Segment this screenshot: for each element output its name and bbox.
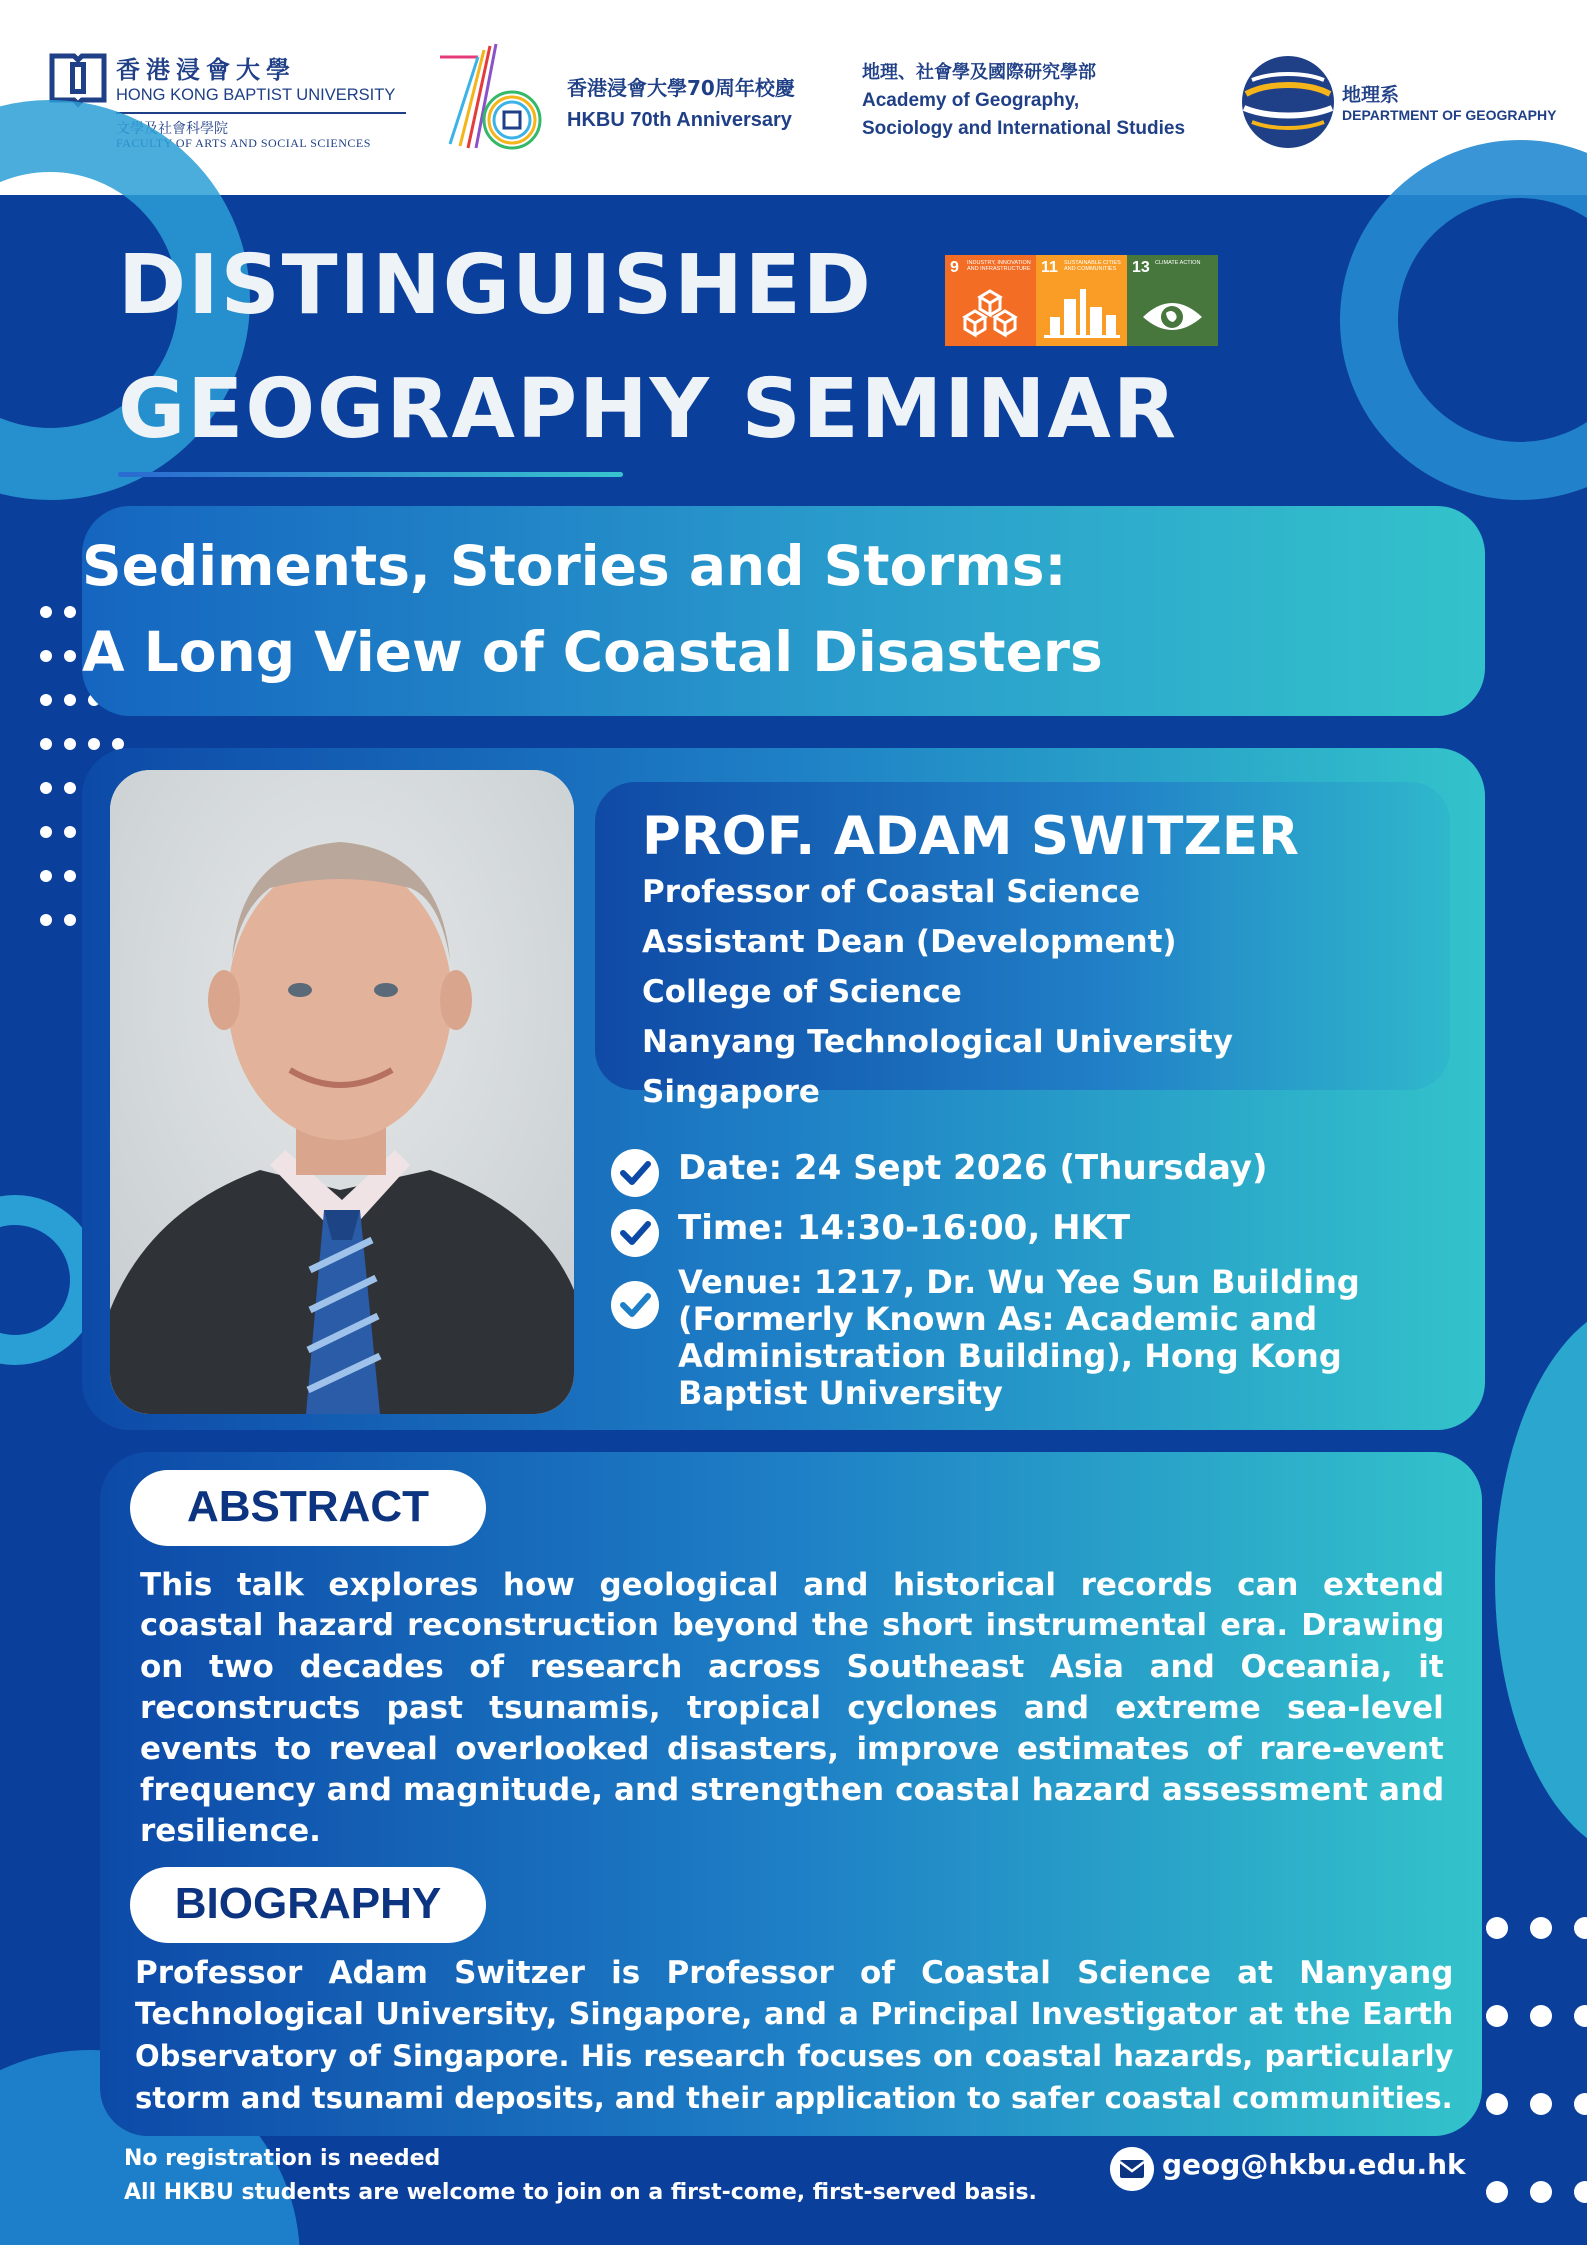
decor-dot [1530,1917,1552,1939]
biography-line: Professor Adam Switzer is Professor of Coastal Science at Nanyang [135,1955,1454,1991]
decor-dot-grid-right [1486,1917,1587,2203]
check-circle-icon [610,1208,660,1258]
talk-title-line1: Sediments, Stories and Storms: [82,534,1067,598]
department-label [1342,80,1556,123]
decor-dot [1574,1917,1587,1939]
decor-dot [40,694,52,706]
sdg-number: 9 [950,259,959,276]
check-circle-icon [610,1148,660,1198]
speaker-name: PROF. ADAM SWITZER [642,806,1299,867]
decor-dot [40,606,52,618]
sdg-label: SUSTAINABLE CITIES AND COMMUNITIES [1064,260,1121,272]
hkbu-divider [116,112,406,114]
abstract-line: reconstructs past tsunamis, tropical cyclones and extreme sea-level [140,1690,1444,1726]
event-venue-line: Baptist University [678,1374,1003,1412]
anniversary-label [567,72,795,132]
academy-english-line1: Academy of Geography, [862,90,1080,111]
hkbu-name-english: HONG KONG BAPTIST UNIVERSITY [116,86,396,104]
event-venue-line: (Formerly Known As: Academic and [678,1300,1318,1338]
decor-dot [1486,2181,1508,2203]
event-venue-line: Venue: 1217, Dr. Wu Yee Sun Building [678,1263,1360,1301]
speaker-role: College of Science [642,974,962,1010]
sdg-badge-13 [1127,255,1218,346]
sdg-number: 11 [1041,259,1058,276]
sdg-badge-11 [1036,255,1127,346]
hkbu-name-chinese: 香港浸會大學 [116,55,296,84]
decor-dot [1486,1917,1508,1939]
academy-chinese: 地理、社會學及國際研究學部 [862,62,1096,83]
department-english: DEPARTMENT OF GEOGRAPHY [1342,107,1557,123]
decor-dot [1574,2181,1587,2203]
abstract-heading-pill [130,1470,486,1546]
registration-note: No registration is needed [124,2146,441,2171]
biography-heading-pill [130,1867,486,1943]
faculty-name-chinese: 文學及社會科學院 [116,121,228,137]
sdg-badge-9 [945,255,1036,346]
seminar-title-line1: DISTINGUISHED [118,238,873,333]
faculty-name-english: FACULTY OF ARTS AND SOCIAL SCIENCES [116,136,371,150]
decor-dot [64,650,76,662]
decor-dot [64,826,76,838]
decor-dot [64,782,76,794]
decor-dot [40,826,52,838]
decor-dot [1486,2005,1508,2027]
check-circle-icon [610,1280,660,1330]
decor-dot [40,738,52,750]
header-banner [0,0,1587,195]
decor-dot [1530,2181,1552,2203]
biography-heading: BIOGRAPHY [174,1879,442,1928]
talk-title-box [82,506,1485,716]
abstract-line: resilience. [140,1813,321,1849]
biography-line: Technological University, Singapore, and a Principal Investigator at the Earth [135,1997,1454,2032]
contact-email-link[interactable]: geog@hkbu.edu.hk [1162,2148,1466,2181]
event-date: Date: 24 Sept 2026 (Thursday) [678,1148,1268,1188]
decor-dot [1486,2093,1508,2115]
sdg-label: INDUSTRY, INNOVATION AND INFRASTRUCTURE [967,260,1031,272]
decor-dot [40,914,52,926]
biography-line: Observatory of Singapore. His research focuses on coastal hazards, particularly [135,2039,1454,2073]
envelope-icon [1110,2147,1154,2191]
anniversary-english: HKBU 70th Anniversary [567,109,792,131]
decor-dot [1530,2005,1552,2027]
event-time: Time: 14:30-16:00, HKT [678,1208,1131,1248]
decor-dot [40,870,52,882]
anniversary-chinese: 香港浸會大學70周年校慶 [567,76,795,100]
decor-dot [40,650,52,662]
department-chinese: 地理系 [1342,84,1400,106]
seminar-title-line2: GEOGRAPHY SEMINAR [118,362,1179,457]
speaker-role: Singapore [642,1074,820,1110]
decor-dot [64,738,76,750]
decor-dot [1574,2093,1587,2115]
abstract-line: This talk explores how geological and historical records can extend [140,1567,1445,1603]
speaker-portrait-icon [110,770,574,1414]
biography-line: storm and tsunami deposits, and their application to safer coastal communities. [135,2081,1453,2115]
decor-dot [64,870,76,882]
sdg-number: 13 [1132,259,1150,276]
decor-dot [64,694,76,706]
abstract-line: events to reveal overlooked disasters, improve estimates of rare-event [140,1731,1444,1767]
decor-circle-right [1495,1300,1587,1860]
speaker-role: Nanyang Technological University [642,1024,1233,1060]
event-venue-line: Administration Building), Hong Kong [678,1337,1342,1375]
abstract-line: frequency and magnitude, and strengthen coastal hazard assessment and [140,1772,1445,1808]
talk-title-line2: A Long View of Coastal Disasters [82,620,1103,684]
decor-dot [1574,2005,1587,2027]
decor-dot [64,914,76,926]
sdg-label: CLIMATE ACTION [1155,260,1201,266]
abstract-heading: ABSTRACT [187,1482,429,1531]
speaker-role: Assistant Dean (Development) [642,924,1177,960]
admission-note: All HKBU students are welcome to join on a first-come, first-served basis. [124,2180,1037,2205]
decor-dot [88,738,100,750]
hkbu-book-crest-icon [48,48,108,108]
speaker-photo [110,770,574,1414]
decor-dot [1530,2093,1552,2115]
academy-english-line2: Sociology and International Studies [862,118,1186,139]
seventy-anniversary-logo-icon [438,42,548,157]
speaker-role: Professor of Coastal Science [642,874,1141,910]
abstract-line: on two decades of research across Southeast Asia and Oceania, it [140,1649,1444,1685]
abstract-line: coastal hazard reconstruction beyond the short instrumental era. Drawing [140,1608,1445,1643]
decor-dot [64,606,76,618]
decor-dot [40,782,52,794]
title-underline [118,472,623,477]
geography-globe-logo-icon [1238,52,1338,152]
academy-label [862,58,1185,140]
